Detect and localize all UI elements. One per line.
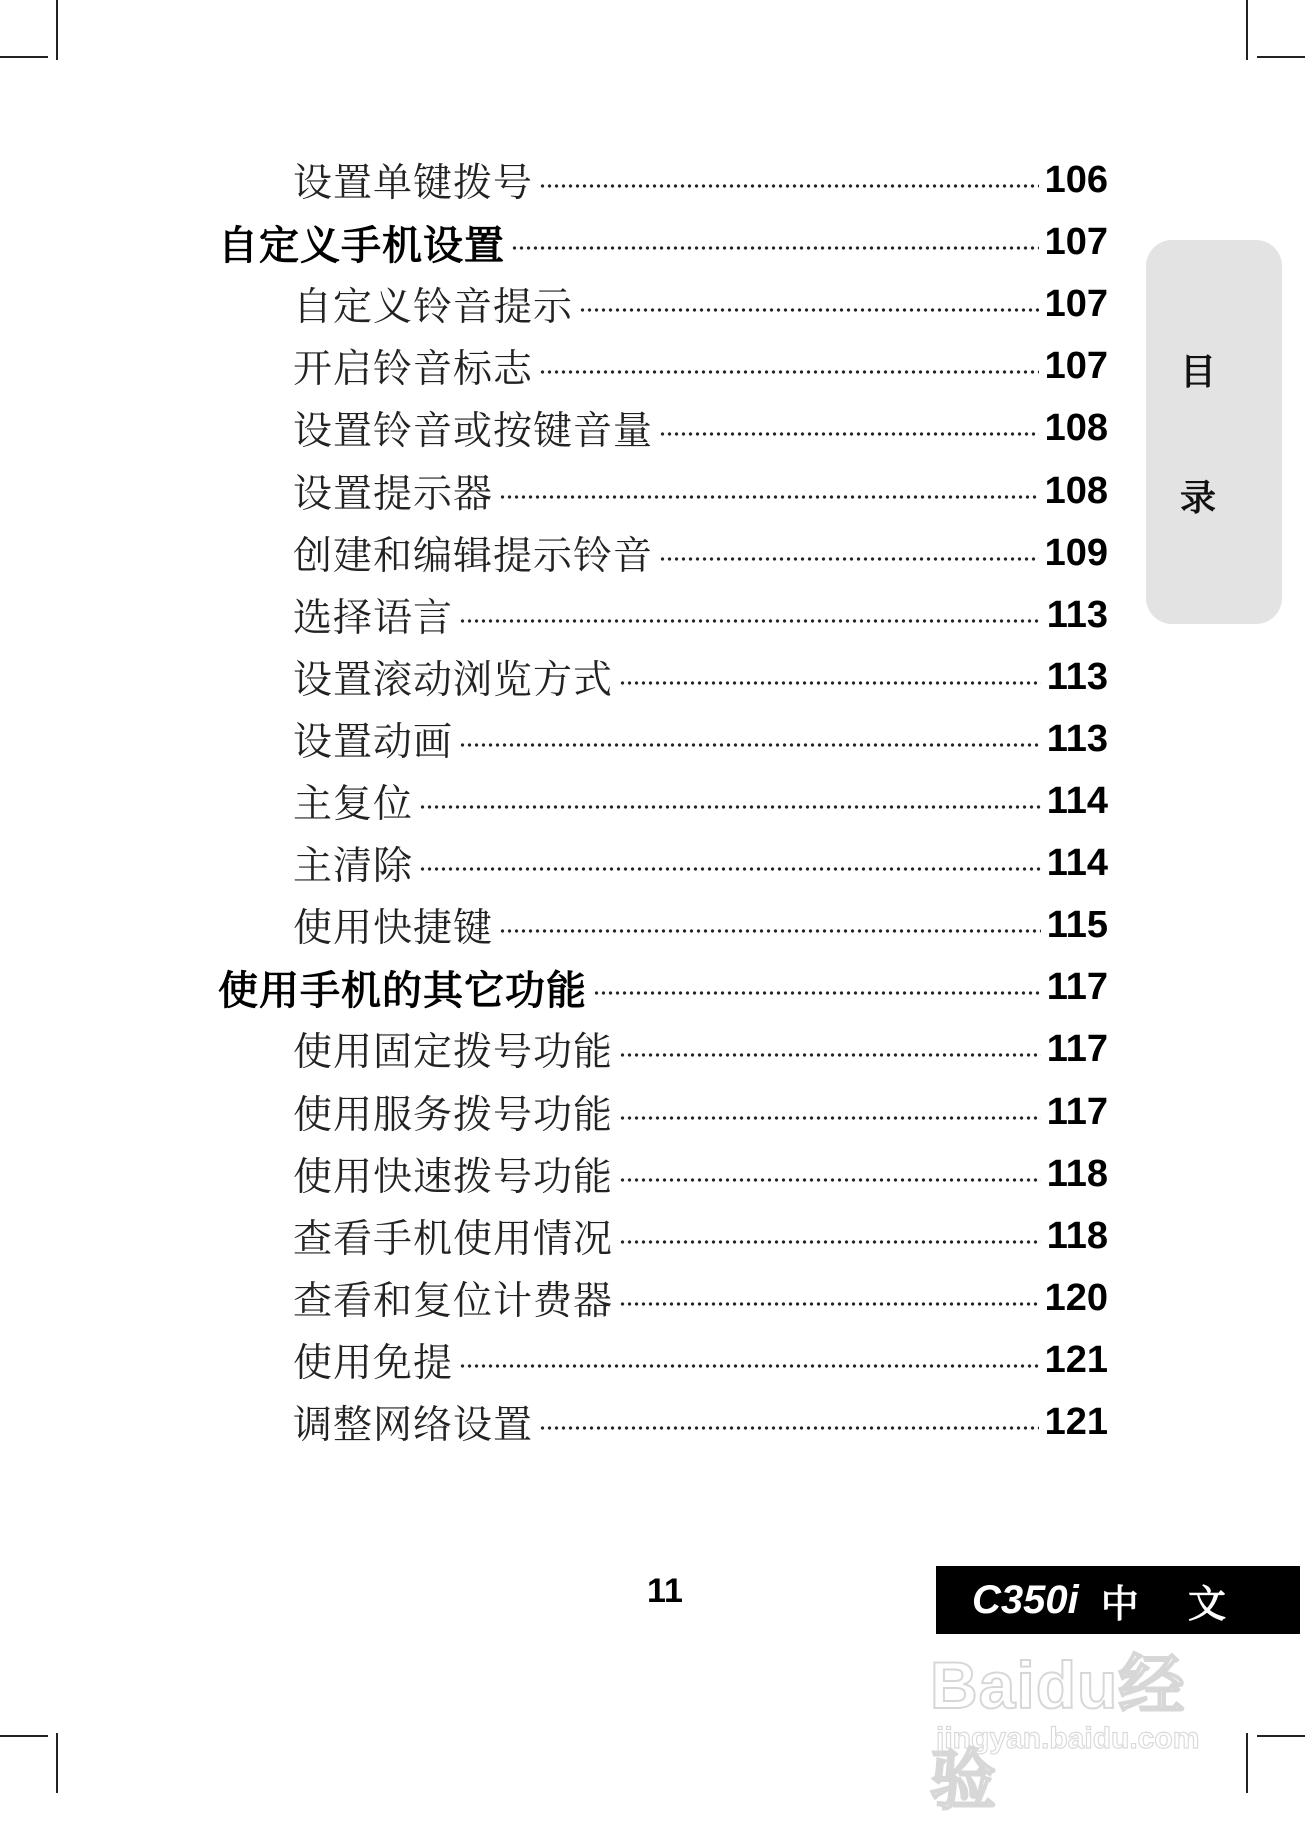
toc-section-row[interactable] <box>293 403 1108 453</box>
dot-leader <box>659 528 1039 578</box>
toc-section-row[interactable] <box>293 714 1108 764</box>
toc-entry-page: 114 <box>1046 841 1108 884</box>
dot-leader <box>619 1149 1041 1199</box>
toc-entry-title: 创建和编辑提示铃音 <box>293 534 654 579</box>
dot-leader <box>619 1024 1041 1074</box>
dot-leader <box>539 341 1039 391</box>
dot-leader <box>659 403 1039 453</box>
toc-entry-page: 114 <box>1046 779 1108 822</box>
baidu-watermark <box>930 1632 1230 1817</box>
dot-leader <box>619 1273 1039 1323</box>
toc-entry-title: 使用快速拨号功能 <box>293 1155 614 1200</box>
model-banner <box>936 1566 1300 1634</box>
language-label: 中 文 <box>1100 1581 1244 1626</box>
toc-entry-title: 主复位 <box>293 782 414 827</box>
toc-section-row[interactable] <box>293 1087 1108 1137</box>
toc-section-row[interactable] <box>293 652 1108 702</box>
dot-leader <box>511 217 1039 267</box>
toc-entry-page: 121 <box>1044 1338 1108 1381</box>
toc-entry-title: 调整网络设置 <box>293 1403 534 1448</box>
toc-entry-title: 设置单键拨号 <box>293 161 534 206</box>
toc-entry-title: 主清除 <box>293 844 414 889</box>
toc-entry-page: 113 <box>1046 655 1108 698</box>
toc-chapter-row[interactable] <box>218 962 1108 1012</box>
toc-entry-title: 使用服务拨号功能 <box>293 1093 614 1138</box>
dot-leader <box>419 776 1041 826</box>
dot-leader <box>593 962 1041 1012</box>
toc-section-row[interactable] <box>293 1149 1108 1199</box>
toc-entry-title: 使用快捷键 <box>293 906 494 951</box>
dot-leader <box>579 279 1039 329</box>
toc-section-row[interactable] <box>293 341 1108 391</box>
toc-entry-page: 108 <box>1044 469 1108 512</box>
toc-entry-title: 选择语言 <box>293 596 454 641</box>
toc-entry-title: 开启铃音标志 <box>293 347 534 392</box>
toc-entry-page: 113 <box>1046 593 1108 636</box>
toc-section-row[interactable] <box>293 776 1108 826</box>
toc-entry-page: 118 <box>1046 1214 1108 1257</box>
toc-entry-page: 121 <box>1044 1400 1108 1443</box>
dot-leader <box>619 1211 1041 1261</box>
toc-entry-page: 107 <box>1044 282 1108 325</box>
toc-entry-page: 117 <box>1046 965 1108 1008</box>
dot-leader <box>619 1087 1041 1137</box>
toc-section-row[interactable] <box>293 1397 1108 1447</box>
toc-entry-title: 查看和复位计费器 <box>293 1279 614 1324</box>
toc-section-row[interactable] <box>293 1273 1108 1323</box>
toc-entry-title: 查看手机使用情况 <box>293 1217 614 1262</box>
toc-entry-page: 118 <box>1046 1152 1108 1195</box>
dot-leader <box>539 1397 1039 1447</box>
page-number: 11 <box>647 1572 683 1610</box>
toc-section-row[interactable] <box>293 528 1108 578</box>
model-name: C350i <box>972 1577 1079 1622</box>
dot-leader <box>459 714 1041 764</box>
dot-leader <box>539 155 1039 205</box>
toc-entry-page: 109 <box>1044 531 1108 574</box>
toc-entry-page: 106 <box>1044 158 1108 201</box>
toc-entry-title: 设置铃音或按键音量 <box>293 409 654 454</box>
toc-entry-page: 107 <box>1044 344 1108 387</box>
dot-leader <box>459 1335 1039 1385</box>
toc-section-row[interactable] <box>293 1024 1108 1074</box>
toc-section-row[interactable] <box>293 900 1108 950</box>
toc-entry-page: 117 <box>1046 1090 1108 1133</box>
toc-section-row[interactable] <box>293 1335 1108 1385</box>
section-tab <box>1146 240 1282 624</box>
section-tab-char: 目 <box>1179 351 1216 393</box>
toc-entry-page: 117 <box>1046 1027 1108 1070</box>
toc-entry-page: 108 <box>1044 406 1108 449</box>
toc-section-row[interactable] <box>293 1211 1108 1261</box>
toc-entry-title: 使用免提 <box>293 1341 454 1386</box>
toc-entry-title: 自定义铃音提示 <box>293 285 574 330</box>
toc-section-row[interactable] <box>293 838 1108 888</box>
section-tab-char: 录 <box>1179 477 1216 519</box>
toc-entry-page: 107 <box>1044 220 1108 263</box>
toc-section-row[interactable] <box>293 279 1108 329</box>
dot-leader <box>459 590 1041 640</box>
watermark-url: jingyan.baidu.com <box>936 1722 1200 1755</box>
toc-section-row[interactable] <box>293 466 1108 516</box>
toc-section-row[interactable] <box>293 590 1108 640</box>
toc-chapter-row[interactable] <box>218 217 1108 267</box>
toc-entry-page: 120 <box>1044 1276 1108 1319</box>
toc-entry-title: 设置动画 <box>293 720 454 765</box>
toc-entry-page: 115 <box>1046 903 1108 946</box>
dot-leader <box>499 466 1039 516</box>
baidu-logo-text: Baidu经验 <box>930 1648 1186 1817</box>
dot-leader <box>419 838 1041 888</box>
toc-entry-title: 设置滚动浏览方式 <box>293 658 614 703</box>
toc-section-row[interactable] <box>293 155 1108 205</box>
dot-leader <box>619 652 1041 702</box>
toc-entry-title: 自定义手机设置 <box>218 222 505 269</box>
toc-entry-title: 设置提示器 <box>293 472 494 517</box>
toc-entry-title: 使用手机的其它功能 <box>218 967 587 1014</box>
toc-entry-page: 113 <box>1046 717 1108 760</box>
dot-leader <box>499 900 1041 950</box>
toc-entry-title: 使用固定拨号功能 <box>293 1030 614 1075</box>
